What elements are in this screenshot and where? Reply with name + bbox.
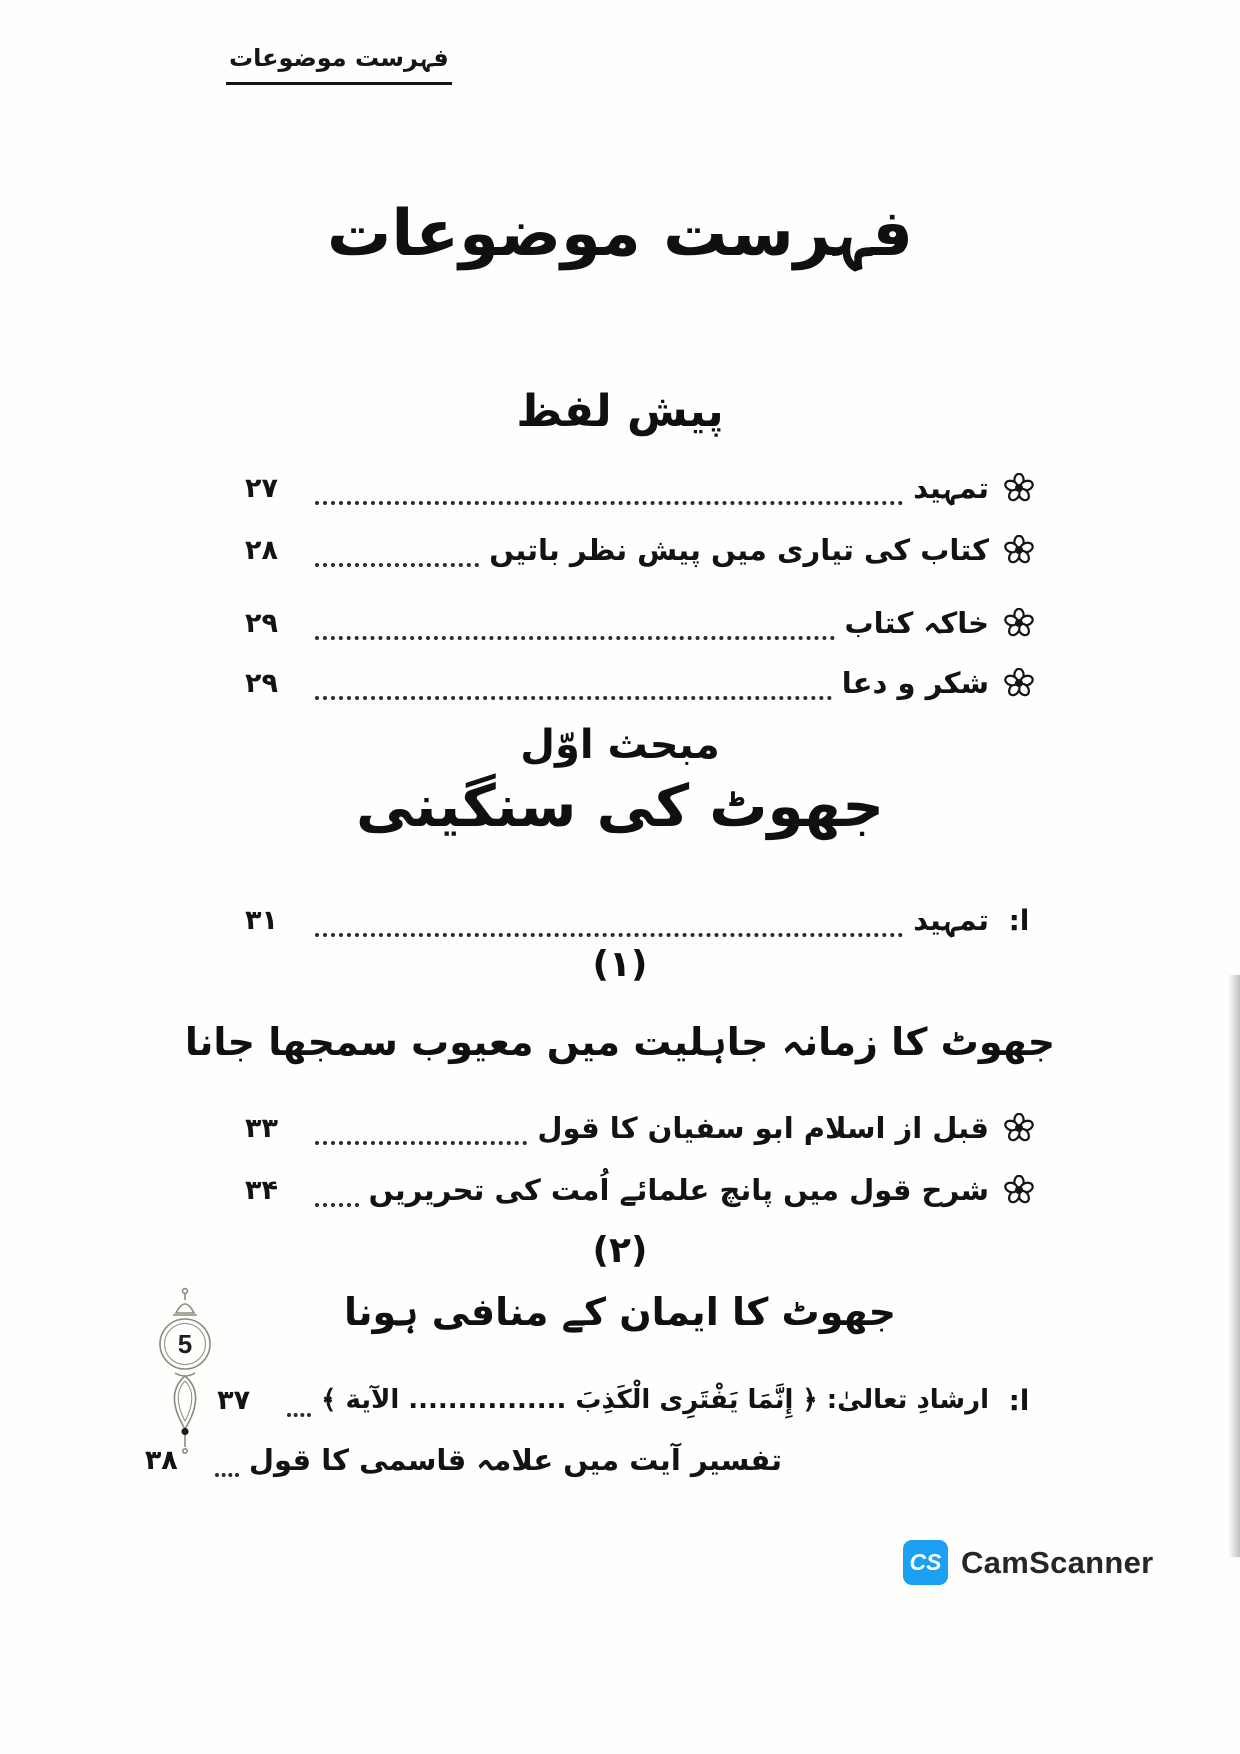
flower-icon	[1001, 473, 1037, 503]
page-number: 5	[177, 1329, 193, 1359]
toc-entry-prefix: ا:	[1008, 1383, 1030, 1417]
toc-row	[245, 465, 1037, 511]
dotted-leader	[315, 471, 903, 505]
dotted-leader	[315, 606, 835, 640]
subsection-title: جھوٹ کا ایمان کے منافی ہونا	[343, 1290, 897, 1334]
toc-entry-label: قبل از اسلام ابو سفیان کا قول	[537, 1111, 989, 1145]
dotted-leader	[315, 533, 479, 567]
subsection-number: (۱)	[592, 944, 648, 985]
dotted-leader	[315, 1173, 359, 1207]
flower-icon	[1001, 1113, 1037, 1143]
toc-page-number: ۲۷	[245, 472, 278, 504]
camscanner-watermark	[903, 1540, 1154, 1585]
part-heading: مبحث اوّل	[520, 722, 720, 768]
dotted-leader	[287, 1383, 311, 1417]
page-title: فہرست موضوعات	[327, 197, 913, 271]
toc-row	[217, 1377, 1037, 1423]
flower-icon	[1001, 535, 1037, 565]
toc-page-number: ۳۱	[245, 904, 278, 936]
page-number-ornament	[148, 1286, 222, 1462]
toc-page-number: ۲۹	[245, 667, 278, 699]
toc-row	[245, 1105, 1037, 1151]
toc-entry-prefix: ا:	[1008, 903, 1030, 937]
toc-entry-label: تمہید	[913, 471, 989, 505]
toc-row	[245, 600, 1037, 646]
toc-row	[245, 527, 1037, 573]
toc-row	[245, 660, 1037, 706]
toc-entry-label: شکر و دعا	[841, 666, 989, 700]
preface-heading: پیش لفظ	[516, 386, 724, 437]
toc-row	[245, 1167, 1037, 1213]
toc-entry-label: تفسیر آیت میں علامہ قاسمی کا قول	[248, 1443, 782, 1477]
flower-icon	[1001, 608, 1037, 638]
subsection-title: جھوٹ کا زمانہ جاہلیت میں معیوب سمجھا جانا	[184, 1020, 1056, 1064]
toc-row	[245, 897, 1037, 943]
toc-entry-label: ارشادِ تعالیٰ: ﴿ إِنَّمَا يَفْتَرِى الْكَذِبَ ................ الآية ﴾	[321, 1385, 989, 1415]
part-title: جھوٹ کی سنگینی	[355, 772, 884, 840]
flower-icon	[1001, 1175, 1037, 1205]
scan-edge-artifact	[1228, 975, 1240, 1557]
running-header: فہرست موضوعات	[226, 44, 452, 85]
flower-icon	[1001, 668, 1037, 698]
dotted-leader	[315, 1111, 527, 1145]
toc-entry-label: خاکہ کتاب	[844, 606, 989, 640]
camscanner-label: CamScanner	[961, 1544, 1154, 1580]
toc-page-number: ۳۳	[245, 1112, 278, 1144]
toc-page-number: ۳۷	[217, 1384, 251, 1416]
toc-page-number: ۳۸	[144, 1444, 178, 1476]
toc-page-number: ۲۹	[245, 607, 278, 639]
toc-entry-label: کتاب کی تیاری میں پیش نظر باتیں	[489, 533, 989, 567]
toc-page-number: ۲۸	[245, 534, 278, 566]
toc-page-number: ۳۴	[245, 1174, 278, 1206]
camscanner-logo: CS	[903, 1540, 948, 1585]
dotted-leader	[315, 666, 832, 700]
toc-entry-label: شرح قول میں پانچ علمائے اُمت کی تحریریں	[368, 1173, 989, 1207]
subsection-number: (۲)	[592, 1230, 648, 1271]
toc-row	[144, 1437, 1037, 1483]
toc-entry-label: تمہید	[913, 903, 989, 937]
dotted-leader	[315, 903, 903, 937]
